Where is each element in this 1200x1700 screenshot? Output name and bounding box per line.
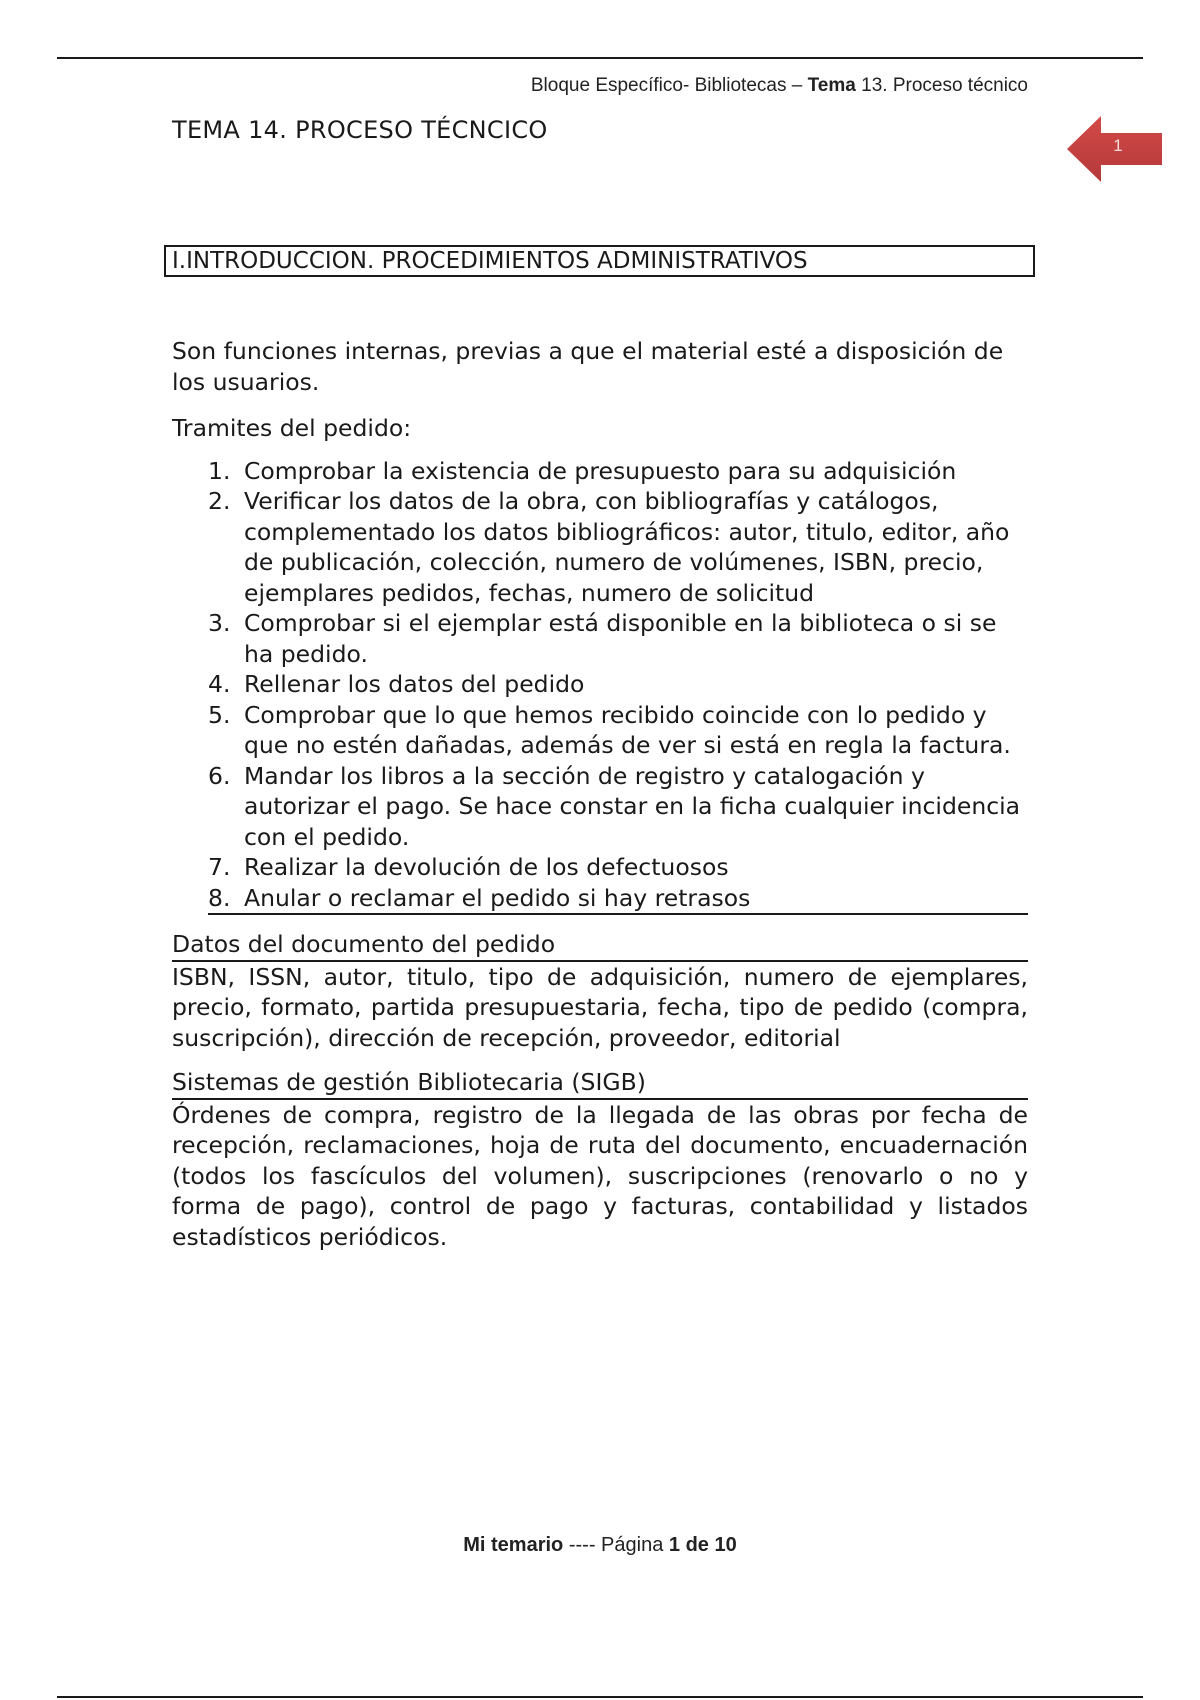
item-number: 6. xyxy=(208,761,231,790)
datos-heading: Datos del documento del pedido xyxy=(172,915,1028,962)
list-item xyxy=(208,700,1028,761)
list-item xyxy=(208,883,1028,914)
footer-page-num: 1 xyxy=(668,1534,681,1556)
footer-brand: Mi temario xyxy=(463,1534,564,1556)
item-number: 3. xyxy=(208,609,231,637)
back-arrow-button[interactable] xyxy=(1067,116,1162,182)
page-badge-number: 1 xyxy=(1113,136,1123,155)
item-text: Comprobar la existencia de presupuesto para su adquisición xyxy=(244,456,957,485)
header-tema-label: Tema xyxy=(807,75,856,96)
sigb-heading: Sistemas de gestión Bibliotecaria (SIGB) xyxy=(172,1053,1028,1100)
datos-paragraph: ISBN, ISSN, autor, titulo, tipo de adquisición, numero de ejemplares, precio, formato, partida presupuestaria, fecha, tipo de pedido (compra, suscripción), dirección de recepción, proveedor, editorial xyxy=(172,962,1028,1052)
page-title: TEMA 14. PROCESO TÉCNCICO xyxy=(172,116,548,144)
header-tema-rest: 13. Proceso técnico xyxy=(861,75,1028,96)
item-text: Anular o reclamar el pedido si hay retrasos xyxy=(244,883,751,912)
item-text: Rellenar los datos del pedido xyxy=(244,670,585,698)
item-number: 4. xyxy=(208,670,231,698)
footer-of-word: de xyxy=(685,1534,709,1556)
header-bloque: Bloque Específico- Bibliotecas xyxy=(530,75,787,96)
intro-paragraph: Son funciones internas, previas a que el material esté a disposición de los usuarios. xyxy=(172,337,1004,396)
footer-dashes: ---- xyxy=(568,1534,596,1556)
footer-total: 10 xyxy=(714,1534,737,1556)
page-footer xyxy=(0,1534,1200,1557)
item-text: Comprobar que lo que hemos recibido coincide con lo pedido y que no estén dañadas, además de ver si está en regla la factura. xyxy=(244,700,1011,759)
item-number: 8. xyxy=(208,883,231,912)
list-item xyxy=(208,761,1028,853)
main-content xyxy=(172,336,1028,1252)
running-header xyxy=(531,75,1028,97)
section-heading: I.INTRODUCCION. PROCEDIMIENTOS ADMINISTRATIVOS xyxy=(164,245,1035,277)
top-rule xyxy=(57,57,1143,59)
item-number: 1. xyxy=(208,456,231,485)
list-item xyxy=(208,456,1028,487)
item-number: 2. xyxy=(208,487,231,515)
sigb-paragraph: Órdenes de compra, registro de la llegada de las obras por fecha de recepción, reclamaciones, hoja de ruta del documento, encuadernación (todos los fascículos del volumen), suscripciones (renovarlo o no y forma de pago), control de pago y facturas, contabilidad y listados estadísticos periódicos. xyxy=(172,1100,1028,1251)
item-text: Comprobar si el ejemplar está disponible en la biblioteca o si se ha pedido. xyxy=(244,609,997,668)
item-text: Realizar la devolución de los defectuosos xyxy=(244,853,729,881)
list-item xyxy=(208,486,1028,608)
footer-page-word: Página xyxy=(601,1534,664,1556)
list-item xyxy=(208,608,1028,669)
list-item xyxy=(208,669,1028,700)
item-number: 5. xyxy=(208,700,231,729)
list-item xyxy=(208,852,1028,883)
steps-list xyxy=(208,456,1028,916)
item-number: 7. xyxy=(208,853,231,881)
item-text: Mandar los libros a la sección de registro y catalogación y autorizar el pago. Se hace constar en la ficha cualquier incidencia con el pedido. xyxy=(244,761,1021,851)
tramites-label: Tramites del pedido: xyxy=(172,414,412,442)
header-separator: – xyxy=(791,75,803,96)
item-text: Verificar los datos de la obra, con bibliografías y catálogos, complementado los datos bibliográficos: autor, titulo, editor, año de publicación, colección, numero de volúmenes, ISBN, precio, ejemplares pedidos, fechas, numero de solicitud xyxy=(244,487,1010,607)
bottom-rule xyxy=(57,1696,1143,1698)
